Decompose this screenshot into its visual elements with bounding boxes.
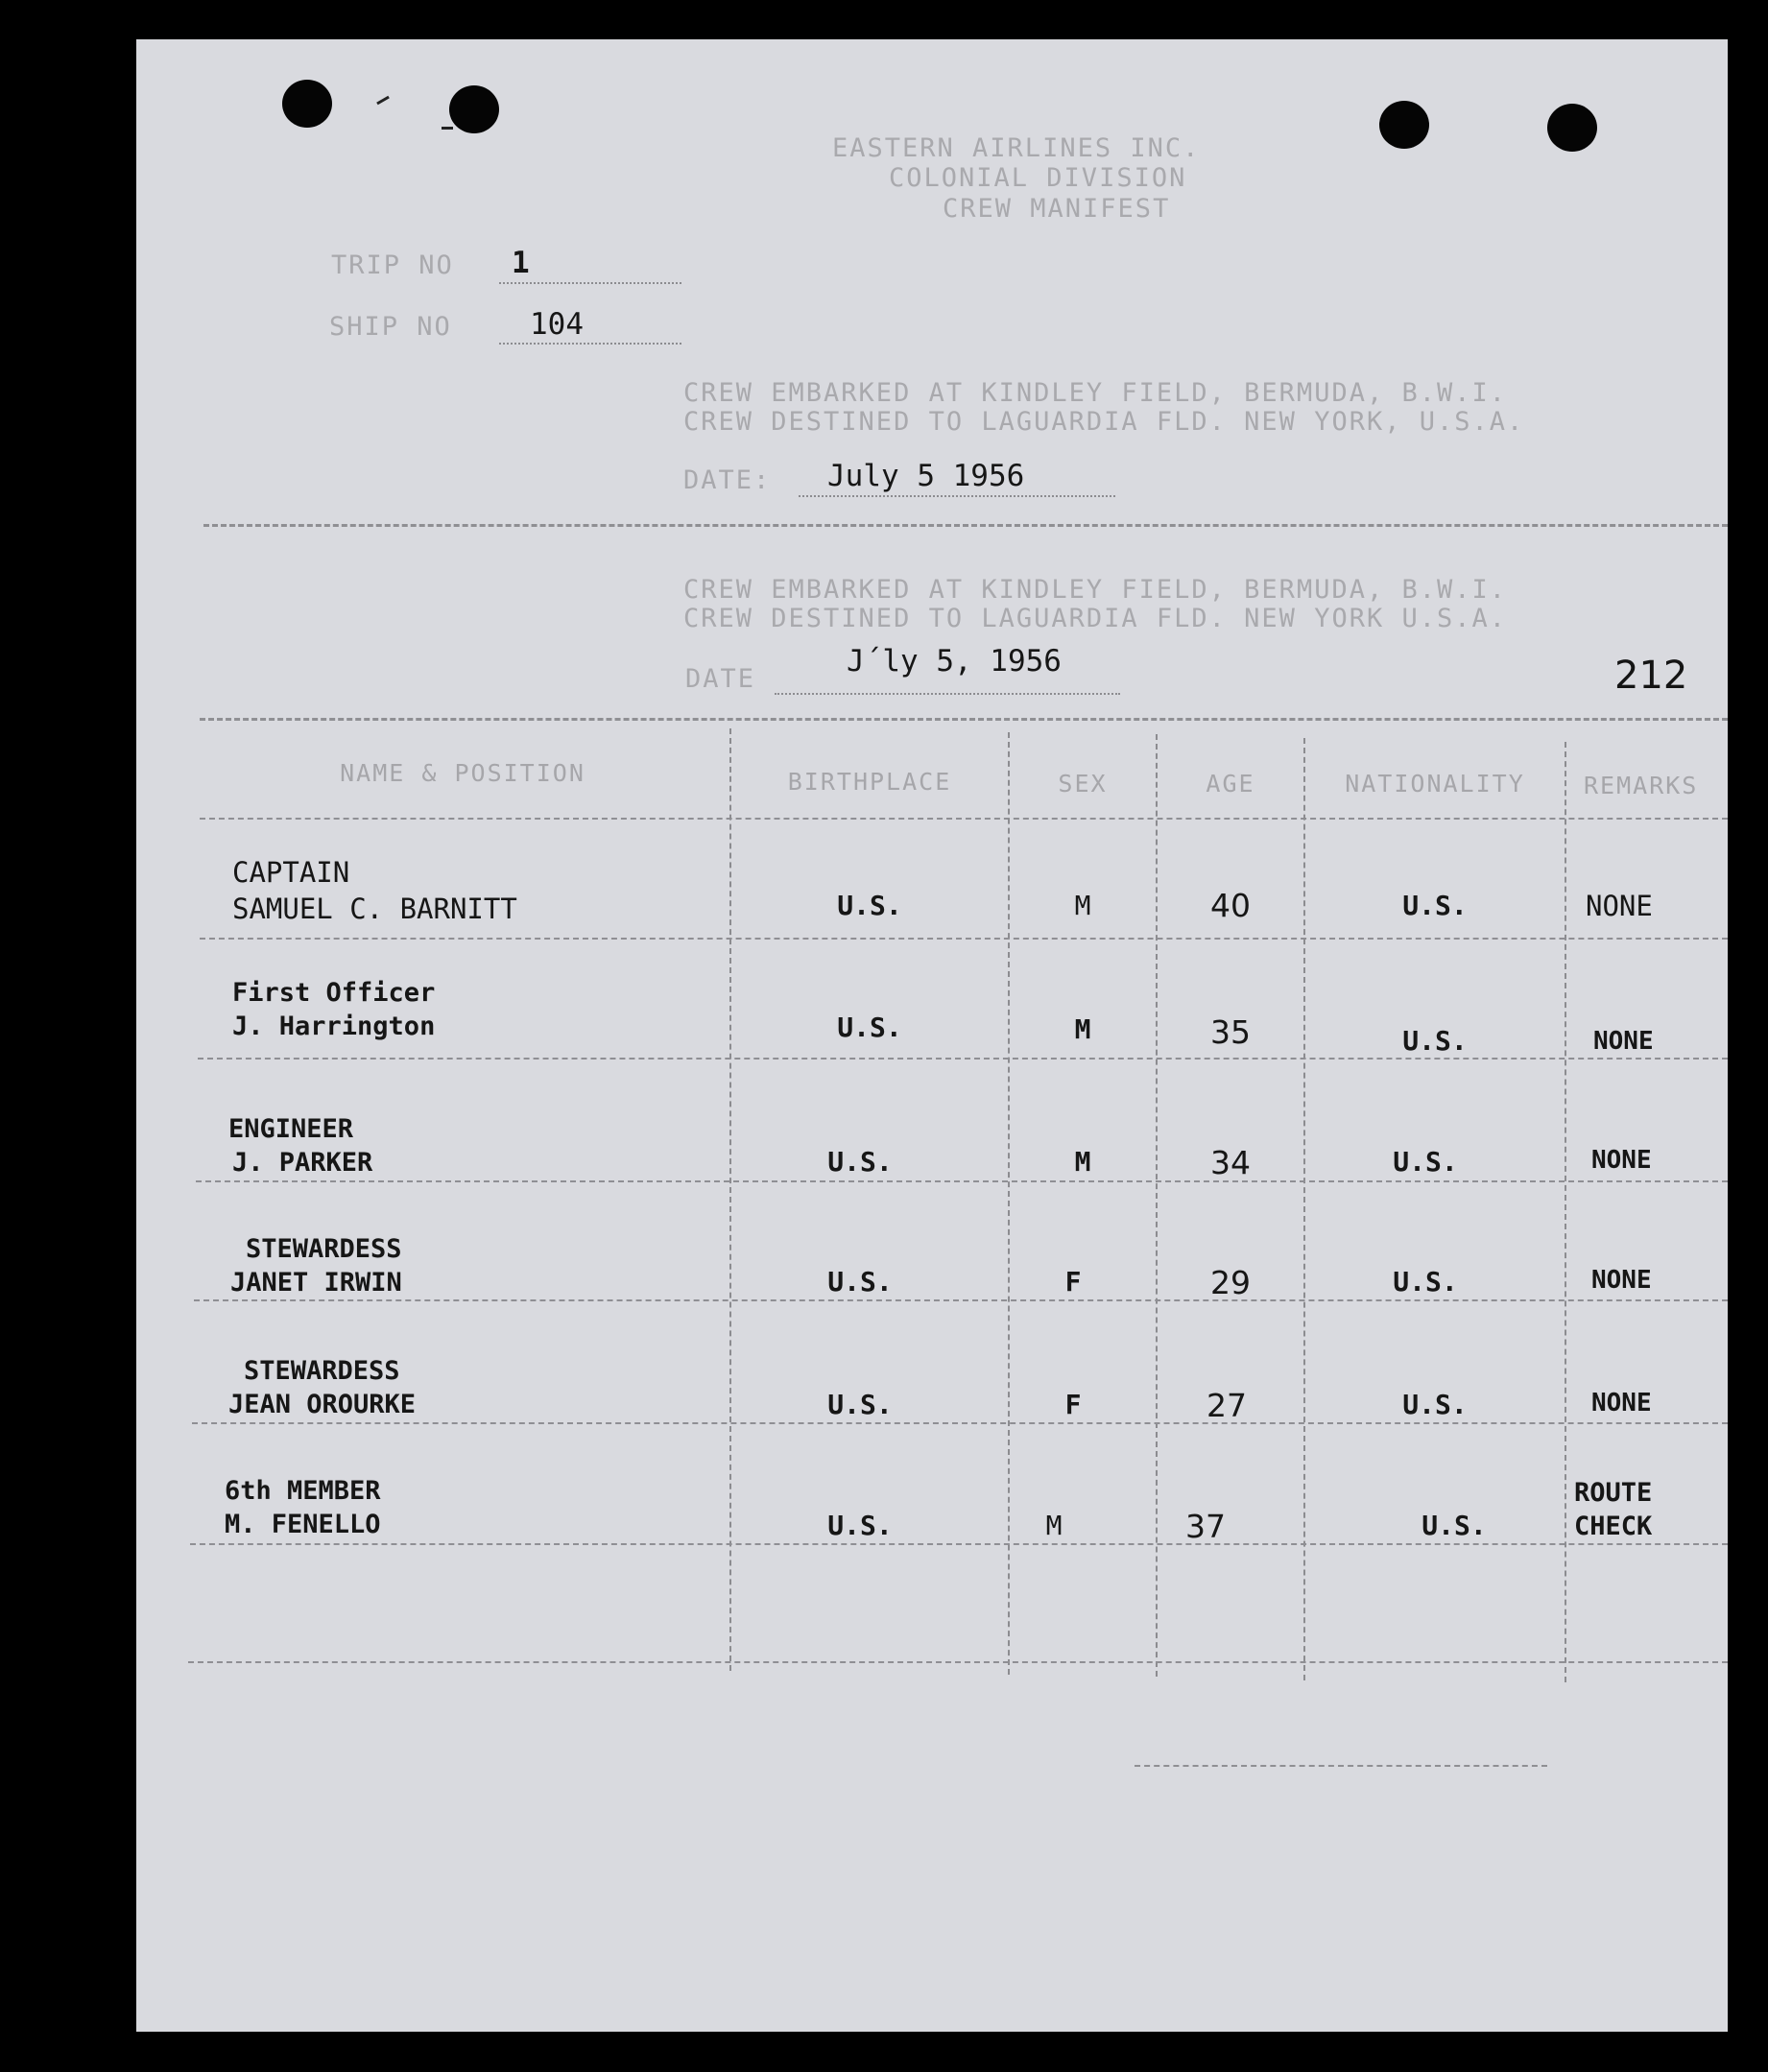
row-separator: [196, 1180, 1728, 1182]
row-4-birthplace: U.S.: [827, 1266, 893, 1298]
manifest-heading: CREW MANIFEST: [943, 194, 1171, 224]
ink-mark: [442, 127, 453, 130]
crew-name: SAMUEL C. BARNITT: [232, 892, 517, 925]
date-label-1: DATE:: [683, 465, 772, 495]
row-5-sex: F: [1064, 1389, 1082, 1420]
row-4-remarks: [1591, 1265, 1652, 1298]
page-number: 212: [1614, 654, 1688, 698]
row-3-sex: M: [1074, 1146, 1091, 1178]
row-2-remarks: [1593, 1026, 1654, 1059]
embarked-line-1: CREW EMBARKED AT KINDLEY FIELD, BERMUDA, B.W.I.: [683, 378, 1508, 408]
row-2-name: [232, 976, 435, 1043]
row-3-birthplace: U.S.: [827, 1146, 893, 1178]
row-6-sex: M: [1045, 1510, 1063, 1541]
crew-position: CAPTAIN: [232, 856, 350, 889]
column-divider: [1303, 738, 1305, 1680]
punch-hole-1: [282, 80, 332, 128]
header-nationality: NATIONALITY: [1345, 770, 1525, 798]
row-4-name: [230, 1232, 402, 1299]
manifest-page: [136, 39, 1728, 2032]
date-value-2: J´ly 5, 1956: [847, 644, 1062, 679]
row-1-sex: M: [1074, 890, 1091, 921]
punch-hole-3: [1379, 101, 1429, 149]
remarks-text-2: CHECK: [1574, 1512, 1653, 1542]
crew-position: First Officer: [232, 978, 436, 1008]
row-3-name: [228, 1112, 372, 1179]
row-3-nationality: U.S.: [1393, 1146, 1458, 1178]
row-3-age: 34: [1210, 1144, 1251, 1181]
header-name-position: NAME & POSITION: [340, 759, 585, 787]
ship-underline: [499, 343, 681, 345]
company-heading: EASTERN AIRLINES INC.: [832, 133, 1201, 163]
remarks-text: ROUTE: [1574, 1478, 1653, 1508]
row-1-remarks: [1586, 889, 1653, 925]
row-4-sex: F: [1064, 1266, 1082, 1298]
destined-line-2: CREW DESTINED TO LAGUARDIA FLD. NEW YORK U.S.A.: [683, 604, 1508, 633]
remarks-text: NONE: [1591, 1266, 1652, 1295]
trip-value: 1: [512, 246, 530, 280]
row-6-remarks: [1574, 1476, 1652, 1543]
row-separator: [200, 938, 1728, 940]
header-bottom-border: [200, 818, 1728, 820]
row-1-birthplace: U.S.: [837, 890, 902, 921]
row-2-age: 35: [1210, 1013, 1251, 1051]
ink-mark: [376, 96, 390, 106]
punch-hole-4: [1547, 104, 1597, 152]
crew-name: J. PARKER: [232, 1148, 373, 1179]
row-6-nationality: U.S.: [1422, 1510, 1487, 1541]
crew-position: STEWARDESS: [244, 1356, 400, 1386]
crew-position: ENGINEER: [228, 1114, 354, 1144]
remarks-text: NONE: [1591, 1146, 1652, 1175]
row-5-age: 27: [1207, 1387, 1247, 1424]
crew-position: STEWARDESS: [246, 1234, 402, 1264]
remarks-text: NONE: [1591, 1389, 1652, 1417]
date-value-1: July 5 1956: [827, 459, 1025, 493]
division-heading: COLONIAL DIVISION: [889, 163, 1187, 193]
date-underline-2: [775, 693, 1120, 695]
crew-name: JANET IRWIN: [230, 1268, 402, 1298]
crew-name: J. Harrington: [232, 1012, 436, 1042]
header-remarks: REMARKS: [1584, 772, 1699, 799]
punch-hole-2: [449, 85, 499, 133]
row-1-nationality: U.S.: [1402, 890, 1468, 921]
trip-label: TRIP NO: [331, 250, 454, 280]
row-2-nationality: U.S.: [1402, 1025, 1468, 1057]
row-1-age: 40: [1210, 887, 1251, 924]
table-bottom-border: [188, 1661, 1728, 1663]
section-separator: [203, 524, 1728, 527]
row-5-remarks: [1591, 1388, 1652, 1420]
row-2-sex: M: [1074, 1013, 1091, 1045]
row-4-nationality: U.S.: [1393, 1266, 1458, 1298]
header-sex: SEX: [1058, 770, 1108, 798]
row-1-name: [232, 855, 517, 927]
row-5-nationality: U.S.: [1402, 1389, 1468, 1420]
remarks-text: NONE: [1593, 1027, 1654, 1056]
crew-name: JEAN OROURKE: [228, 1390, 417, 1420]
row-3-remarks: [1591, 1145, 1652, 1178]
ship-value: 104: [530, 307, 584, 342]
signature-line: [1135, 1765, 1547, 1767]
row-4-age: 29: [1210, 1264, 1251, 1301]
row-5-name: [228, 1354, 416, 1421]
crew-position: 6th MEMBER: [225, 1476, 381, 1506]
trip-underline: [499, 282, 681, 284]
header-age: AGE: [1206, 770, 1255, 798]
row-6-name: [225, 1474, 381, 1541]
crew-name: M. FENELLO: [225, 1510, 381, 1540]
row-5-birthplace: U.S.: [827, 1389, 893, 1420]
row-6-birthplace: U.S.: [827, 1510, 893, 1541]
table-top-border: [200, 718, 1728, 721]
date-label-2: DATE: [685, 664, 756, 694]
ship-label: SHIP NO: [329, 312, 452, 342]
row-2-birthplace: U.S.: [837, 1012, 902, 1043]
embarked-line-2: CREW EMBARKED AT KINDLEY FIELD, BERMUDA, B.W.I.: [683, 575, 1508, 605]
remarks-text: NONE: [1586, 890, 1653, 922]
row-6-age: 37: [1185, 1508, 1226, 1545]
header-birthplace: BIRTHPLACE: [787, 768, 952, 796]
date-underline-1: [799, 495, 1115, 497]
destined-line-1: CREW DESTINED TO LAGUARDIA FLD. NEW YORK, U.S.A.: [683, 407, 1525, 437]
